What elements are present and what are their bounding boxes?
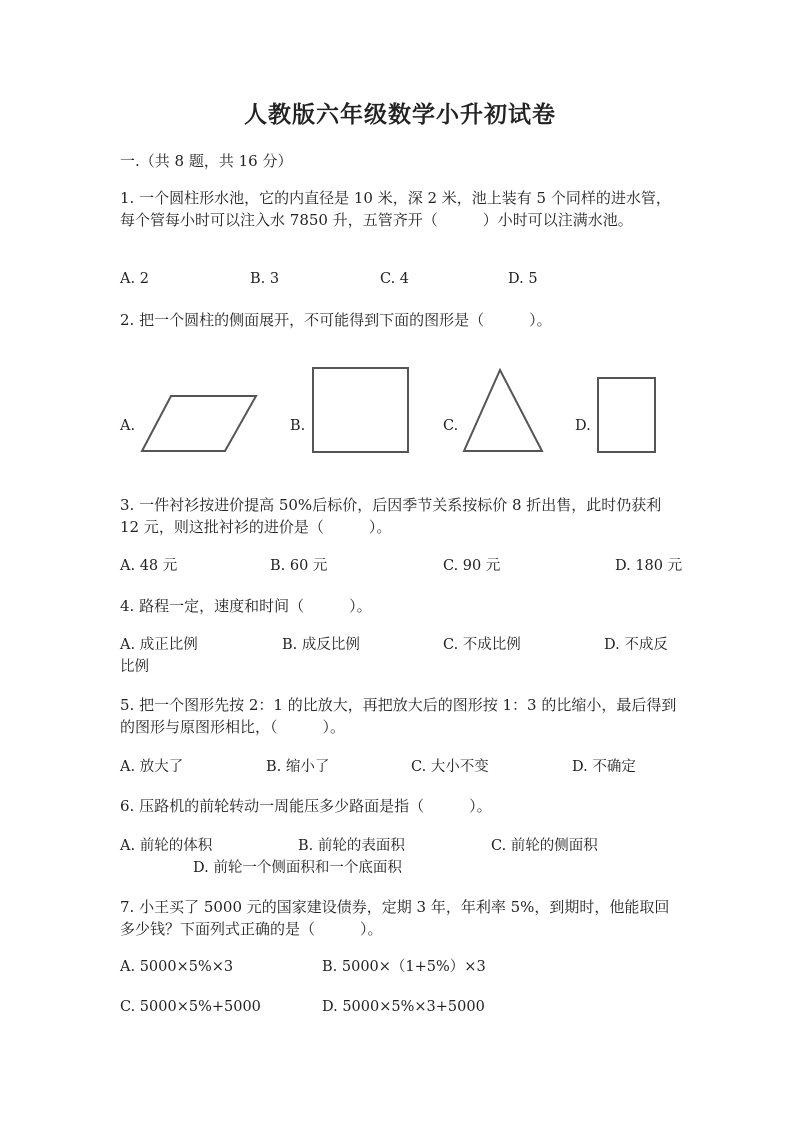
question-5-option-b: B. 缩小了: [266, 759, 330, 775]
question-1-option-d: D. 5: [508, 271, 538, 287]
question-6-option-c: C. 前轮的侧面积: [491, 838, 598, 854]
question-7-option-b: B. 5000×（1+5%）×3: [322, 959, 486, 975]
question-2-option-b: B.: [290, 418, 306, 434]
question-6-option-a: A. 前轮的体积: [120, 838, 213, 854]
parallelogram-icon: [138, 392, 260, 456]
question-7-option-c: C. 5000×5%+5000: [120, 999, 261, 1015]
question-4-option-a: A. 成正比例: [120, 637, 198, 653]
question-3-option-a: A. 48 元: [120, 558, 178, 574]
question-3-option-b: B. 60 元: [270, 558, 328, 574]
triangle-icon: [460, 366, 546, 456]
question-2-stem: 2. 把一个圆柱的侧面展开，不可能得到下面的图形是（ ）。: [120, 311, 552, 329]
question-6-option-d: D. 前轮一个侧面积和一个底面积: [193, 860, 402, 876]
question-1-option-b: B. 3: [250, 271, 280, 287]
question-7-stem: 7. 小王买了 5000 元的国家建设债券，定期 3 年，年利率 5%，到期时，他能取回多少钱？下面列式正确的是（ ）。: [120, 898, 670, 938]
question-4-stem: 4. 路程一定，速度和时间（ ）。: [120, 597, 372, 615]
question-3-stem: 3. 一件衬衫按进价提高 50%后标价，后因季节关系按标价 8 折出售，此时仍获利 12 元，则这批衬衫的进价是（ ）。: [120, 496, 662, 536]
question-6-option-b: B. 前轮的表面积: [298, 838, 405, 854]
question-3-option-d: D. 180 元: [615, 558, 683, 574]
question-2-option-d: D.: [575, 418, 591, 434]
question-1-stem: 1. 一个圆柱形水池，它的内直径是 10 米，深 2 米，池上装有 5 个同样的进水管，每个管每小时可以注入水 7850 升，五管齐开（ ）小时可以注满水池。: [120, 189, 671, 229]
question-1-option-c: C. 4: [380, 271, 410, 287]
question-5-option-c: C. 大小不变: [411, 759, 489, 775]
square-icon: [310, 365, 412, 455]
question-4-option-d: D. 不成反: [604, 637, 668, 653]
section-title: 一.（共 8 题，共 16 分）: [120, 152, 293, 170]
question-5-stem: 5. 把一个图形先按 2：1 的比放大，再把放大后的图形按 1：3 的比缩小，最后得到的图形与原图形相比，（ ）。: [120, 696, 677, 736]
question-5-option-a: A. 放大了: [120, 759, 184, 775]
question-5-option-d: D. 不确定: [572, 759, 636, 775]
question-4-option-b: B. 成反比例: [282, 637, 360, 653]
question-4-option-d-continued: 比例: [120, 659, 149, 675]
question-3-option-c: C. 90 元: [443, 558, 501, 574]
question-4-option-c: C. 不成比例: [443, 637, 521, 653]
question-2-option-c: C.: [443, 418, 459, 434]
question-7-option-d: D. 5000×5%×3+5000: [322, 999, 485, 1015]
question-7-option-a: A. 5000×5%×3: [120, 959, 234, 975]
page-title: 人教版六年级数学小升初试卷: [244, 101, 556, 128]
question-2-option-a: A.: [120, 418, 136, 434]
question-1-option-a: A. 2: [120, 271, 149, 287]
rectangle-icon: [595, 375, 659, 455]
question-6-stem: 6. 压路机的前轮转动一周能压多少路面是指（ ）。: [120, 797, 492, 815]
